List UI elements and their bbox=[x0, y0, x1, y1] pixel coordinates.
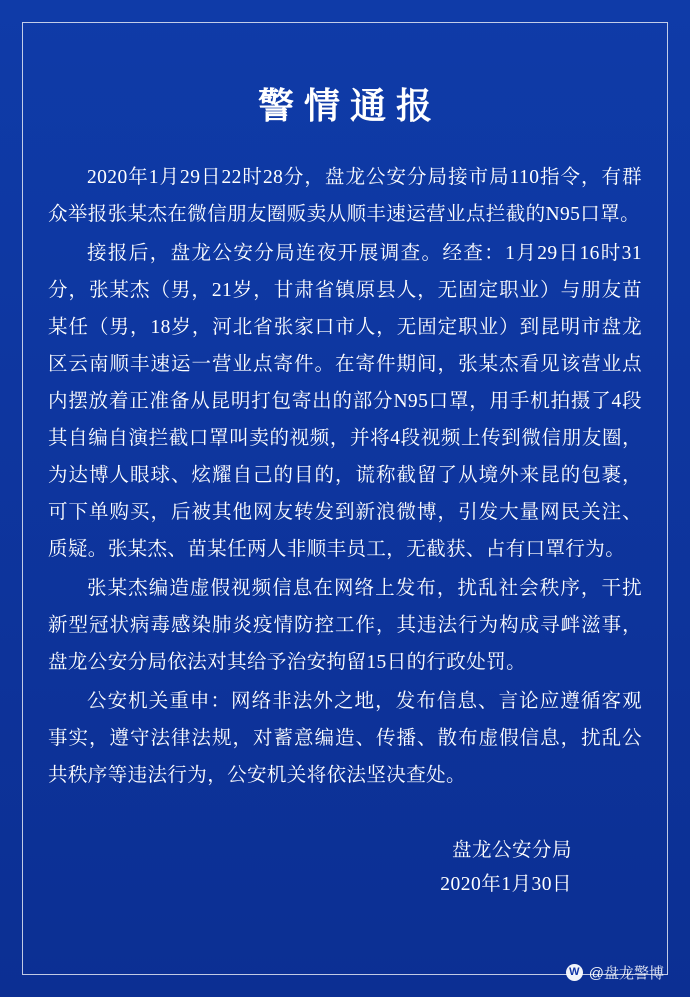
paragraph-3: 张某杰编造虚假视频信息在网络上发布，扰乱社会秩序，干扰新型冠状病毒感染肺炎疫情防控工作，其违法行为构成寻衅滋事，盘龙公安分局依法对其给予治安拘留15日的行政处罚。 bbox=[48, 578, 642, 673]
weibo-icon: W bbox=[566, 964, 583, 981]
paragraph-2: 接报后，盘龙公安分局连夜开展调查。经查：1月29日16时31分，张某杰（男，21岁，甘肃省镇原县人，无固定职业）与朋友苗某任（男，18岁，河北省张家口市人，无固定职业）到昆明市盘龙区云南顺丰速运一营业点寄件。在寄件期间，张某杰看见该营业点内摆放着正准备从昆明打包寄出的部分N95口罩，用手机拍摄了4段其自编自演拦截口罩叫卖的视频，并将4段视频上传到微信朋友圈，为达博人眼球、炫耀自己的目的，谎称截留了从境外来昆的包裹，可下单购买，后被其他网友转发到新浪微博，引发大量网民关注、质疑。张某杰、苗某任两人非顺丰员工，无截获、占有口罩行为。 bbox=[48, 243, 642, 560]
document-content bbox=[48, 48, 642, 902]
page-title: 警情通报 bbox=[257, 86, 442, 126]
signature-date: 2020年1月30日 bbox=[440, 874, 572, 895]
signature-organization: 盘龙公安分局 bbox=[451, 840, 572, 861]
paragraph-1: 2020年1月29日22时28分，盘龙公安分局接市局110指令，有群众举报张某杰在微信朋友圈贩卖从顺丰速运营业点拦截的N95口罩。 bbox=[48, 167, 642, 225]
watermark bbox=[566, 962, 664, 983]
paragraph-4: 公安机关重申：网络非法外之地，发布信息、言论应遵循客观事实，遵守法律法规，对蓄意编造、传播、散布虚假信息，扰乱公共秩序等违法行为，公安机关将依法坚决查处。 bbox=[48, 691, 642, 786]
signature-block bbox=[48, 834, 642, 902]
document-body bbox=[48, 159, 642, 794]
watermark-handle: @盘龙警博 bbox=[588, 965, 664, 982]
